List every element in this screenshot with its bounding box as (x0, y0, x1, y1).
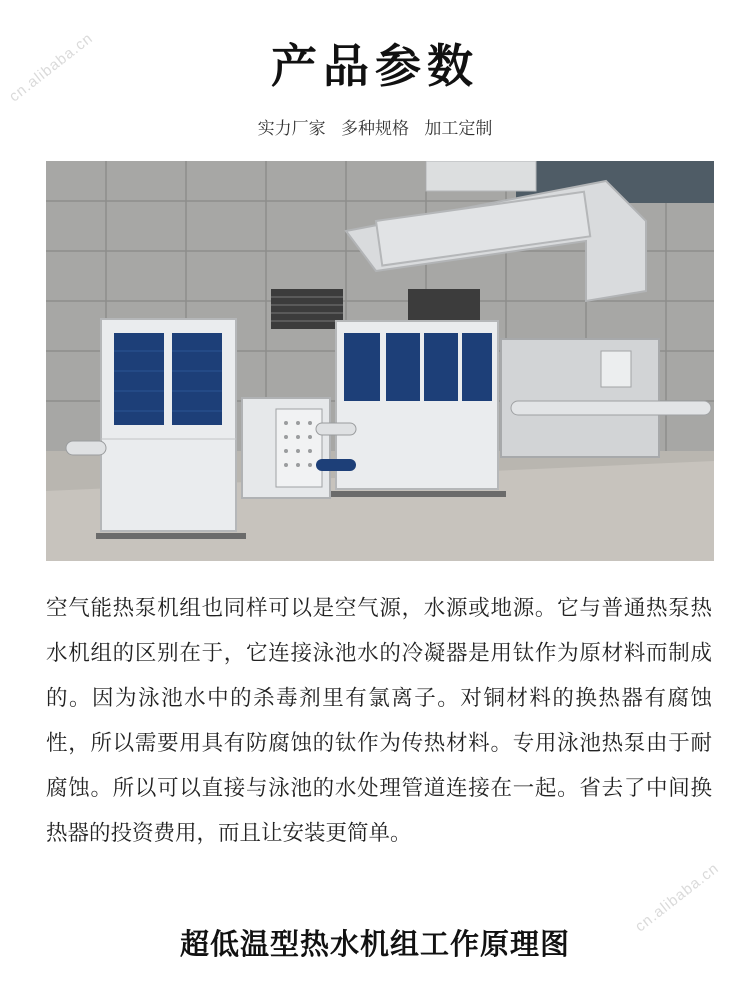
tagline-item: 多种规格 (341, 119, 409, 139)
section-heading: 超低温型热水机组工作原理图 (179, 927, 570, 961)
tagline-item: 加工定制 (424, 119, 493, 139)
watermark-right: cn.alibaba.cn (632, 859, 723, 936)
page-title: 产品参数 (271, 39, 479, 93)
tagline (0, 114, 750, 139)
tagline-item: 实力厂家 (257, 119, 326, 139)
watermark-top-left: cn.alibaba.cn (6, 29, 97, 106)
product-photo (46, 161, 714, 561)
product-description: 空气能热泵机组也同样可以是空气源，水源或地源。它与普通热泵热水机组的区别在于，它连接泳池水的冷凝器是用钛作为原材料而制成的。因为泳池水中的杀毒剂里有氯离子。对铜材料的换热器有腐蚀性，所以需要用具有防腐蚀的钛作为传热材料。专用泳池热泵由于耐腐蚀。所以可以直接与泳池的水处理管道连接在一起。省去了中间换热器的投资费用，而且让安装更简单。 (46, 596, 712, 846)
